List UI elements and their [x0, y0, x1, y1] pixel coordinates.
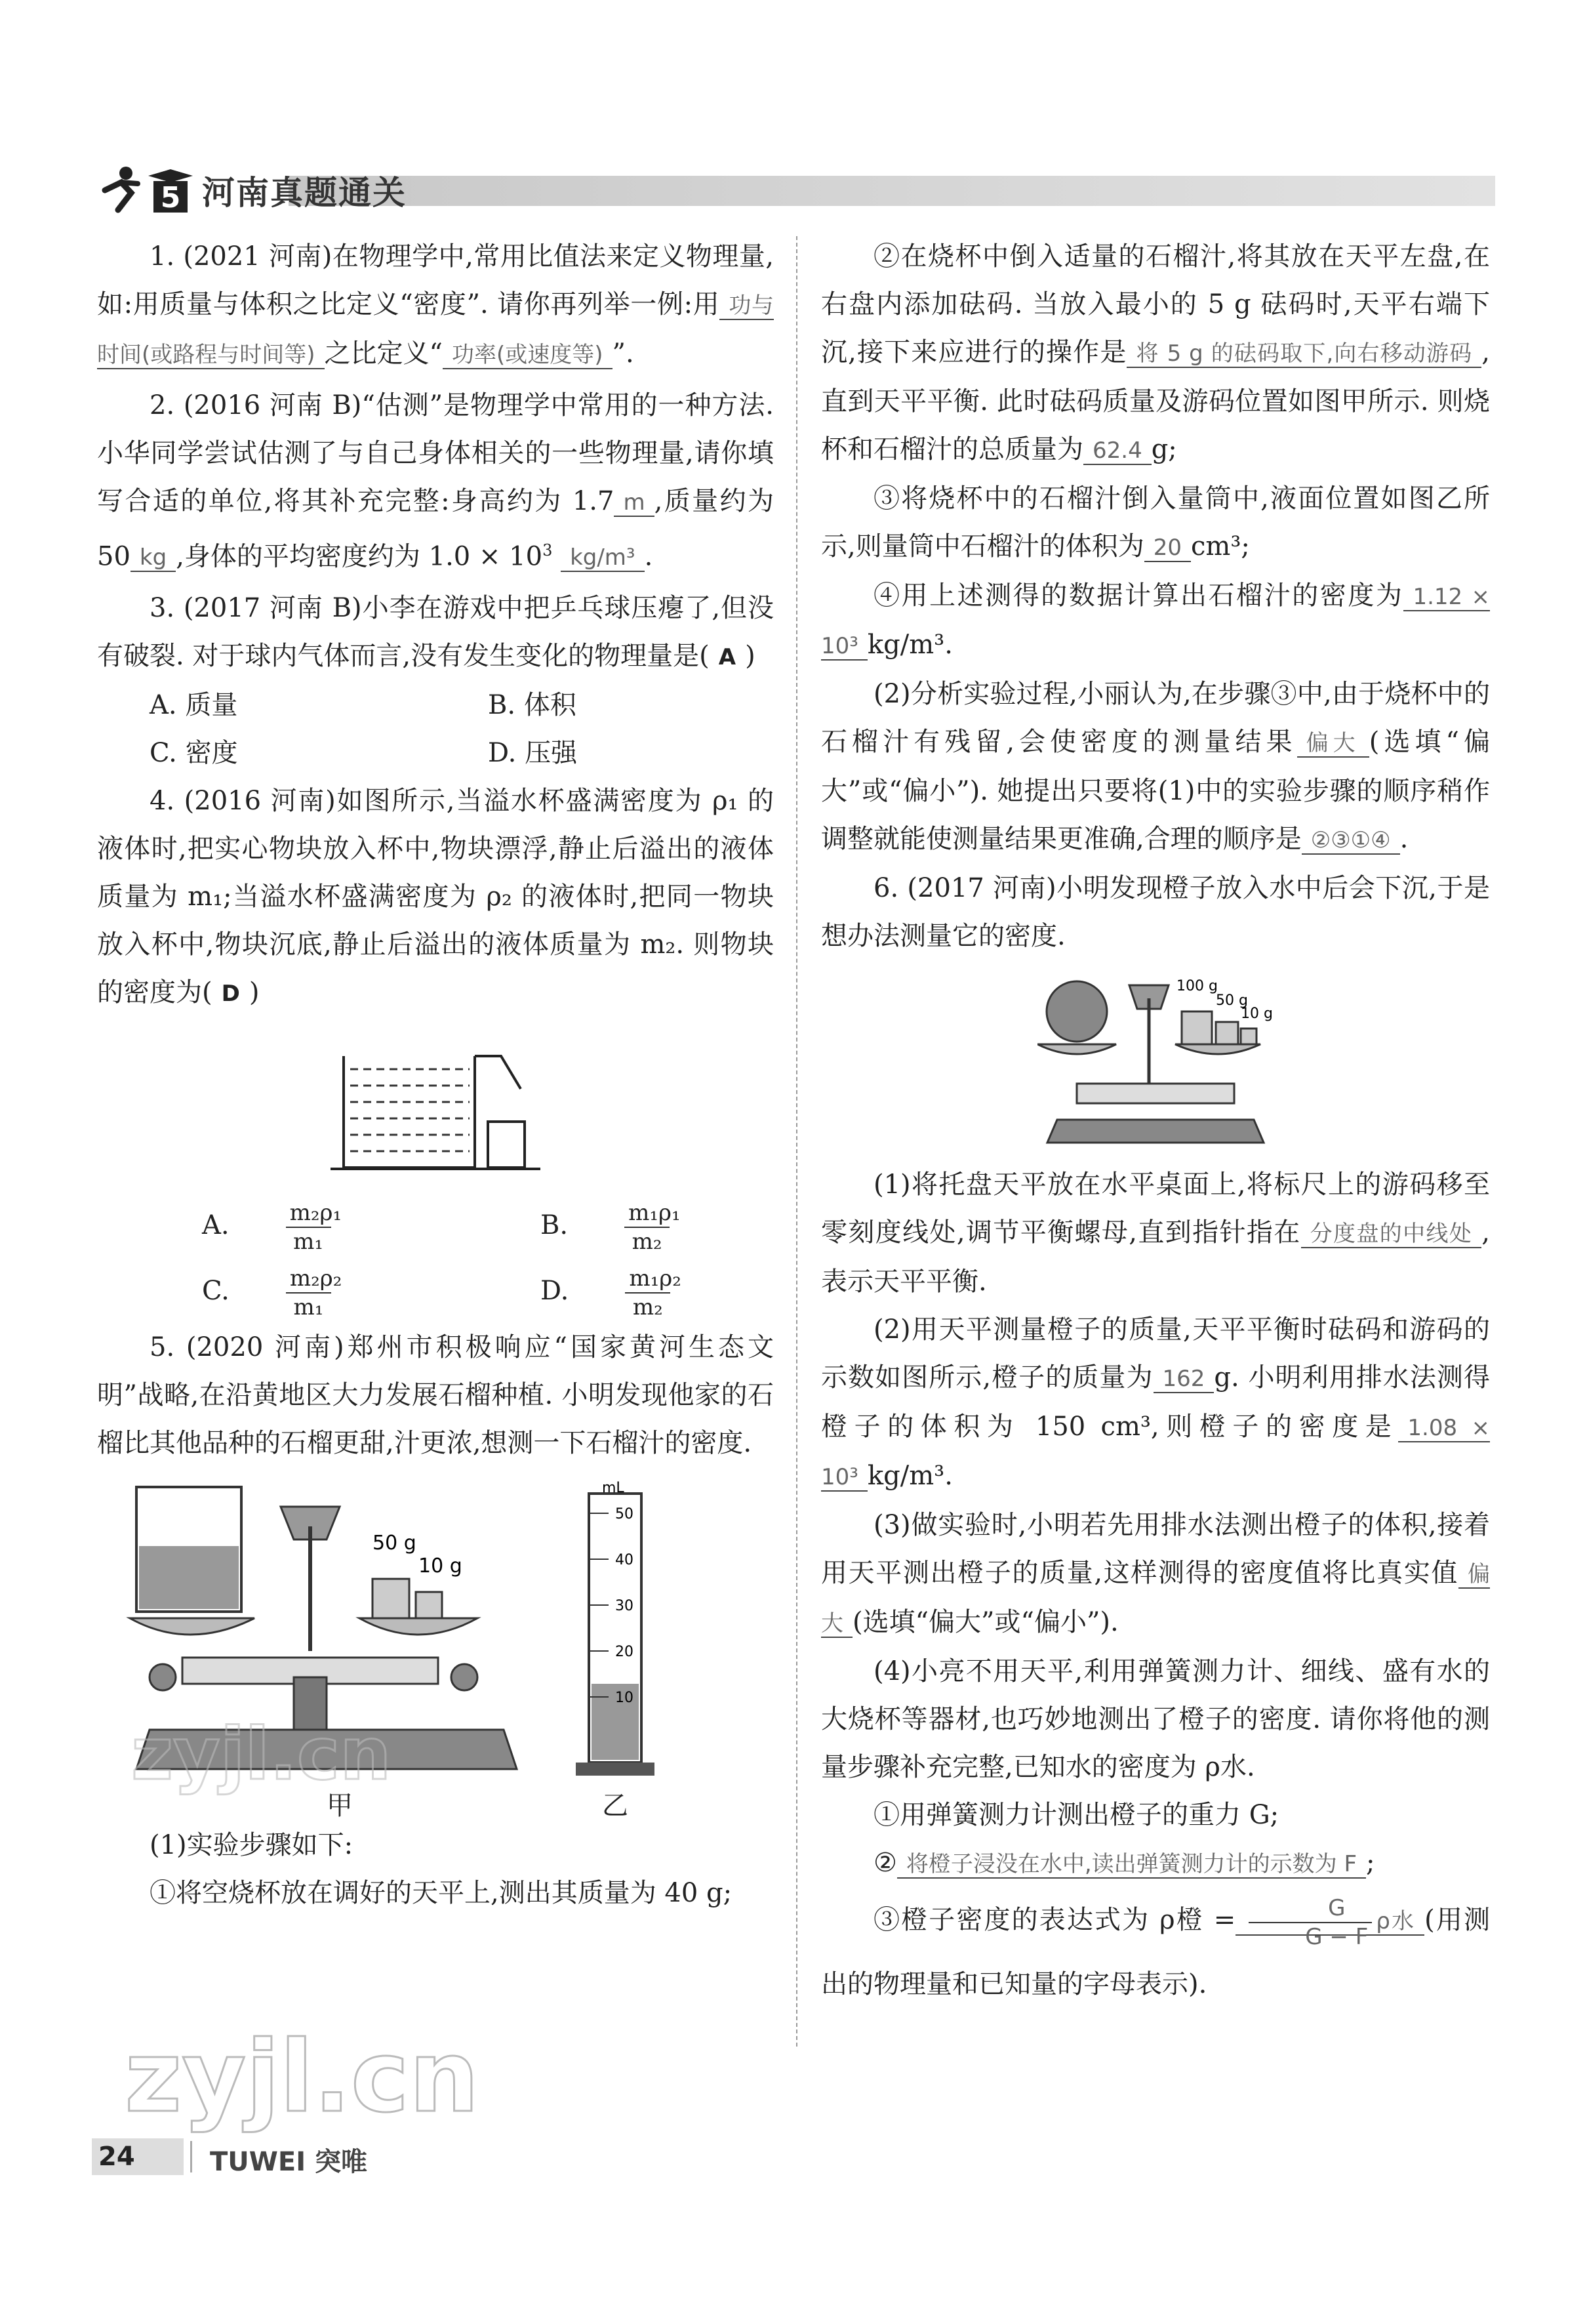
q6-answer-mass[interactable]: 162 [1154, 1366, 1215, 1393]
q4-answer[interactable]: D [221, 981, 240, 1008]
weight-label-10g: 10 g [1241, 1006, 1273, 1022]
orange-balance-figure [1037, 972, 1274, 1149]
q6-step-4b: ② 将橙子浸没在水中,读出弹簧测力计的示数为 F ; [874, 1848, 1375, 1878]
q5-answer-operation[interactable]: 将 5 g 的砝码取下,向右移动游码 [1127, 340, 1481, 368]
q3-option-b[interactable]: B. 体积 [488, 690, 576, 721]
cylinder-tick: 20 [615, 1644, 633, 1661]
q6-step-3: (3)做实验时,小明若先用排水法测出橙子的体积,接着用天平测出橙子的质量,这样测得的密度值将比真实值 偏大 (选填“偏大”或“偏小”). [821, 1510, 1490, 1637]
q4-options [97, 1258, 774, 1324]
q6-step-2: (2)用天平测量橙子的质量,天平平衡时砝码和游码的示数如图所示,橙子的质量为 162 g. 小明利用排水法测得橙子的体积为 150 cm³,则橙子的密度是 1.08 × 10³ kg/m³. [821, 1315, 1491, 1491]
left-column [97, 233, 774, 1917]
q2-answer-3[interactable]: kg/m³ [561, 544, 644, 572]
watermark: zyjl.cn [131, 1712, 392, 1796]
cylinder-tick: 50 [615, 1506, 633, 1523]
q5-answer-bias[interactable]: 偏大 [1297, 730, 1369, 758]
question-5: 5. (2020 河南)郑州市积极响应“国家黄河生态文明”战略,在沿黄地区大力发展石榴种植. 小明发现他家的石榴比其他品种的石榴更甜,汁更浓,想测一下石榴汁的密度. [97, 1332, 774, 1459]
column-divider [796, 236, 797, 2047]
q3-option-a[interactable]: A. 质量 [150, 690, 238, 721]
q3-option-d[interactable]: D. 压强 [488, 738, 578, 769]
overflow-cup-figure [331, 1030, 540, 1181]
q5-answer-volume[interactable]: 20 [1144, 535, 1191, 562]
q4-option-a[interactable]: A. $\frac{\text{m₂ρ₁}}{\text{m₁}}$ [202, 1200, 342, 1255]
q5-answer-density[interactable]: 1.12 × 10³ [821, 584, 1491, 659]
q4-option-c[interactable]: C. $\frac{\text{m₂ρ₂}}{\text{m₁}}$ [202, 1265, 342, 1321]
q1-answer-1[interactable]: 功与时间(或路程与时间等) [97, 293, 774, 368]
q5-step-1: (1)实验步骤如下: [150, 1830, 353, 1861]
section-title: 河南真题通关 [202, 174, 407, 212]
watermark: zyjl.cn [125, 2020, 479, 2134]
figure-label-jia: 甲 [327, 1791, 353, 1822]
q2-answer-1[interactable]: m [614, 489, 654, 517]
q4-options [97, 1193, 774, 1258]
figure-label-yi: 乙 [602, 1791, 628, 1822]
q5-step-1d: ④用上述测得的数据计算出石榴汁的密度为 1.12 × 10³ kg/m³. [821, 581, 1491, 660]
runner-logo-icon [92, 164, 197, 214]
q5-step-1b: ②在烧杯中倒入适量的石榴汁,将其放在天平左盘,在右盘内添加砝码. 当放入最小的 5 g 砝码时,天平右端下沉,接下来应进行的操作是 将 5 g 的砝码取下,向右移动游码 ,直到天平平衡. 此时砝码质量及游码位置如图甲所示. 则烧杯和石榴汁的总质量为 62.4 g; [821, 241, 1490, 464]
q3-options [97, 682, 774, 729]
graduated-cylinder-figure-yi [569, 1480, 661, 1782]
cylinder-tick: 10 [615, 1690, 633, 1707]
question-4: 4. (2016 河南)如图所示,当溢水杯盛满密度为 ρ₁ 的液体时,把实心物块放入杯中,物块漂浮,静止后溢出的液体质量为 m₁;当溢水杯盛满密度为 ρ₂ 的液体时,把同一物块放入杯中,物块沉底,静止后溢出的液体质量为 m₂. 则物块的密度为( D ) [97, 786, 774, 1008]
q3-options [97, 729, 774, 777]
q4-option-b[interactable]: B. $\frac{\text{m₁ρ₁}}{\text{m₂}}$ [540, 1200, 681, 1255]
q2-answer-2[interactable]: kg [131, 544, 176, 572]
question-3: 3. (2017 河南 B)小李在游戏中把乒乓球压瘪了,但没有破裂. 对于球内气体而言,没有发生变化的物理量是( A ) [97, 593, 774, 672]
question-1: 1. (2021 河南)在物理学中,常用比值法来定义物理量,如:用质量与体积之比定义“密度”. 请你再列举一例:用 功与时间(或路程与时间等) 之比定义“ 功率(或速度等) ”. [97, 241, 774, 369]
cylinder-unit: mL [602, 1480, 624, 1497]
weight-label-50g: 50 g [372, 1532, 416, 1555]
q5-step-2: (2)分析实验过程,小丽认为,在步骤③中,由于烧杯中的石榴汁有残留,会使密度的测量结果 偏大 (选填“偏大”或“偏小”). 她提出只要将(1)中的实验步骤的顺序稍作调整就能使测量结果更准确,合理的顺序是 ②③①④ . [821, 679, 1491, 854]
q6-step-4c: ③橙子密度的表达式为 ρ橙 = $\frac{G}{G - F}$ ρ水 (用测出的物理量和已知量的字母表示). [821, 1894, 1490, 1999]
cylinder-tick: 40 [615, 1552, 633, 1569]
q6-step-1: (1)将托盘天平放在水平桌面上,将标尺上的游码移至零刻度线处,调节平衡螺母,直到指针指在 分度盘的中线处 ,表示天平平衡. [821, 1170, 1490, 1297]
q6-step-4a: ①用弹簧测力计测出橙子的重力 G; [874, 1800, 1279, 1830]
cylinder-tick: 30 [615, 1598, 633, 1615]
weight-label-100g: 100 g [1176, 978, 1218, 994]
q6-answer-bias[interactable]: 偏大 [821, 1561, 1490, 1637]
header-badge: 5 [160, 181, 181, 214]
brand-logo: TUWEI 突唯 [210, 2147, 368, 2177]
q3-answer[interactable]: A [718, 644, 736, 671]
q5-step-1c: ③将烧杯中的石榴汁倒入量筒中,液面位置如图乙所示,则量筒中石榴汁的体积为 20 cm³; [821, 483, 1490, 561]
q3-option-c[interactable]: C. 密度 [150, 738, 238, 769]
right-column [821, 233, 1490, 2016]
question-2: 2. (2016 河南 B)“估测”是物理学中常用的一种方法. 小华同学尝试估测了与自己身体相关的一些物理量,请你填写合适的单位,将其补充完整:身高约为 1.7 m ,质量约为 50 kg ,身体的平均密度约为 $1.0 \times 10^3$ kg/m³ . [97, 390, 774, 572]
q6-answer-formula[interactable]: $\frac{G}{G - F}$ ρ水 [1235, 1908, 1424, 1936]
q6-answer-density[interactable]: 1.08 × 10³ [821, 1415, 1491, 1490]
q6-answer-step[interactable]: 将橙子浸没在水中,读出弹簧测力计的示数为 F [897, 1851, 1366, 1879]
q6-answer-center[interactable]: 分度盘的中线处 [1301, 1221, 1482, 1248]
page-number: 24 [92, 2138, 184, 2175]
q5-step-1a: ①将空烧杯放在调好的天平上,测出其质量为 40 g; [150, 1878, 733, 1909]
header-bar [289, 176, 1495, 206]
footer-divider [190, 2141, 192, 2172]
section-header [92, 164, 1495, 214]
weight-label-50g: 50 g [1216, 992, 1248, 1009]
page-footer [92, 2138, 485, 2178]
weight-label-10g: 10 g [418, 1555, 462, 1578]
question-6: 6. (2017 河南)小明发现橙子放入水中后会下沉,于是想办法测量它的密度. [821, 873, 1490, 951]
q6-step-4: (4)小亮不用天平,利用弹簧测力计、细线、盛有水的大烧杯等器材,也巧妙地测出了橙子的密度. 请你将他的测量步骤补充完整,已知水的密度为 ρ水. [821, 1656, 1490, 1782]
q5-answer-order[interactable]: ②③①④ [1302, 827, 1400, 855]
q5-answer-mass[interactable]: 62.4 [1083, 438, 1152, 465]
q1-answer-2[interactable]: 功率(或速度等) [443, 342, 613, 369]
q4-option-d[interactable]: D. $\frac{\text{m₁ρ₂}}{\text{m₂}}$ [540, 1265, 681, 1321]
